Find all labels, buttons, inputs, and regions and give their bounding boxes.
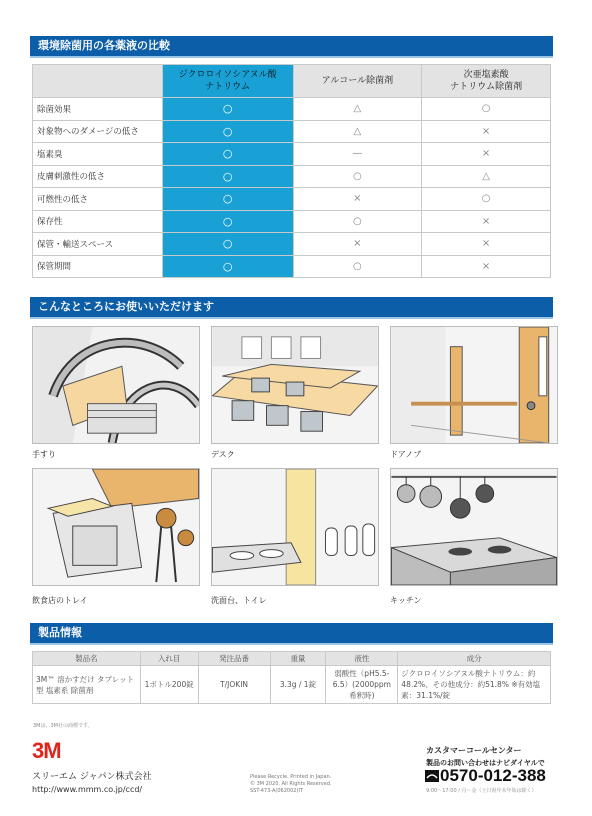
product-weight: 3.3g / 1錠 — [270, 666, 326, 704]
rating-cell: ○ — [162, 210, 293, 233]
header-quantity: 入れ目 — [140, 652, 198, 666]
caption-desk: デスク — [211, 450, 235, 459]
table-row — [33, 98, 551, 121]
rating-cell: ○ — [162, 188, 293, 211]
row-label: 可燃性の低さ — [33, 188, 163, 211]
product-liquid: 弱酸性（pH5.5-6.5）(2000ppm希釈時) — [326, 666, 398, 704]
table-row — [33, 255, 551, 278]
rating-cell: ○ — [293, 210, 422, 233]
trademark-note: 3Mは、3M社の商標です。 — [33, 723, 93, 729]
callcenter-title: カスタマーコールセンター — [426, 746, 522, 755]
rating-cell: ○ — [293, 255, 422, 278]
section-use-title: こんなところにお使いいただけます — [30, 297, 553, 317]
print-line: Please Recycle. Printed in Japan. — [250, 774, 332, 780]
door-knob-illustration — [390, 326, 558, 444]
rating-cell: ○ — [422, 188, 551, 211]
product-code: T/JOKIN — [198, 666, 270, 704]
kitchen-illustration — [390, 468, 558, 586]
table-row — [33, 165, 551, 188]
company-url[interactable]: http://www.mmm.co.jp/ccd/ — [32, 785, 143, 794]
row-label: 対象物へのダメージの低さ — [33, 120, 163, 143]
row-label: 皮膚刺激性の低さ — [33, 165, 163, 188]
header-weight: 重量 — [270, 652, 326, 666]
row-label: 保管期間 — [33, 255, 163, 278]
table-row — [33, 233, 551, 256]
header-product-name: 製品名 — [33, 652, 141, 666]
rating-cell: ○ — [162, 165, 293, 188]
rating-cell: ○ — [162, 98, 293, 121]
rating-cell: × — [422, 143, 551, 166]
rating-cell: — — [293, 143, 422, 166]
product-name: 3M™ 溶かすだけ タブレット型 塩素系 除菌剤 — [33, 666, 141, 704]
header-liquid: 液性 — [326, 652, 398, 666]
callcenter-phone[interactable]: 0570-012-388 — [440, 766, 546, 785]
section-compare-title: 環境除菌用の各薬液の比較 — [30, 36, 553, 56]
table-row — [33, 666, 551, 704]
header-hypochlorite: 次亜塩素酸 ナトリウム除菌剤 — [422, 65, 551, 98]
corner-cell — [33, 65, 163, 98]
row-label: 塩素臭 — [33, 143, 163, 166]
navi-dial-icon — [425, 770, 439, 782]
header-alcohol: アルコール除菌剤 — [293, 65, 422, 98]
callcenter-subtitle: 製品のお問い合わせはナビダイヤルで — [426, 759, 545, 767]
rating-cell: × — [422, 233, 551, 256]
table-row — [33, 188, 551, 211]
rating-cell: △ — [293, 98, 422, 121]
rating-cell: ○ — [162, 233, 293, 256]
header-code: 発注品番 — [198, 652, 270, 666]
callcenter-hours: 9:00～17:00 / 月～金（土日祝年末年始は除く） — [426, 788, 537, 794]
rating-cell: ○ — [162, 120, 293, 143]
row-label: 除菌効果 — [33, 98, 163, 121]
comparison-table — [32, 64, 551, 278]
caption-washroom: 洗面台、トイレ — [211, 596, 267, 605]
rating-cell: × — [422, 255, 551, 278]
row-label: 保存性 — [33, 210, 163, 233]
restaurant-tray-illustration — [32, 468, 200, 586]
rating-cell: × — [293, 188, 422, 211]
rating-cell: △ — [293, 120, 422, 143]
table-row — [33, 120, 551, 143]
print-line: © 3M 2020. All Rights Reserved. — [250, 781, 332, 787]
row-label: 保管・輸送スペース — [33, 233, 163, 256]
rating-cell: ○ — [422, 98, 551, 121]
rating-cell: ○ — [162, 255, 293, 278]
product-quantity: 1ボトル200錠 — [140, 666, 198, 704]
rating-cell: ○ — [162, 143, 293, 166]
escalator-handrail-illustration — [32, 326, 200, 444]
table-row — [33, 143, 551, 166]
table-row — [33, 210, 551, 233]
classroom-desk-illustration — [211, 326, 379, 444]
rating-cell: △ — [422, 165, 551, 188]
rating-cell: ○ — [293, 165, 422, 188]
product-table — [32, 651, 551, 704]
washroom-toilet-illustration — [211, 468, 379, 586]
caption-doorknob: ドアノブ — [390, 450, 422, 459]
header-components: 成分 — [398, 652, 551, 666]
rating-cell: × — [422, 120, 551, 143]
rating-cell: × — [422, 210, 551, 233]
section-product-title: 製品情報 — [30, 623, 553, 643]
3m-logo: 3M — [32, 738, 61, 763]
header-dichloro: ジクロロイソシアヌル酸 ナトリウム — [162, 65, 293, 98]
caption-kitchen: キッチン — [390, 596, 422, 605]
rating-cell: × — [293, 233, 422, 256]
print-line: SST-473-A(062002)IT — [250, 788, 303, 794]
caption-tray: 飲食店のトレイ — [32, 596, 88, 605]
caption-handrail: 手すり — [32, 450, 56, 459]
company-name: スリーエム ジャパン株式会社 — [32, 772, 152, 782]
product-components: ジクロロイソシアヌル酸ナトリウム：約48.2%、その他成分：約51.8% ※有効塩素：31.1%/錠 — [398, 666, 551, 704]
